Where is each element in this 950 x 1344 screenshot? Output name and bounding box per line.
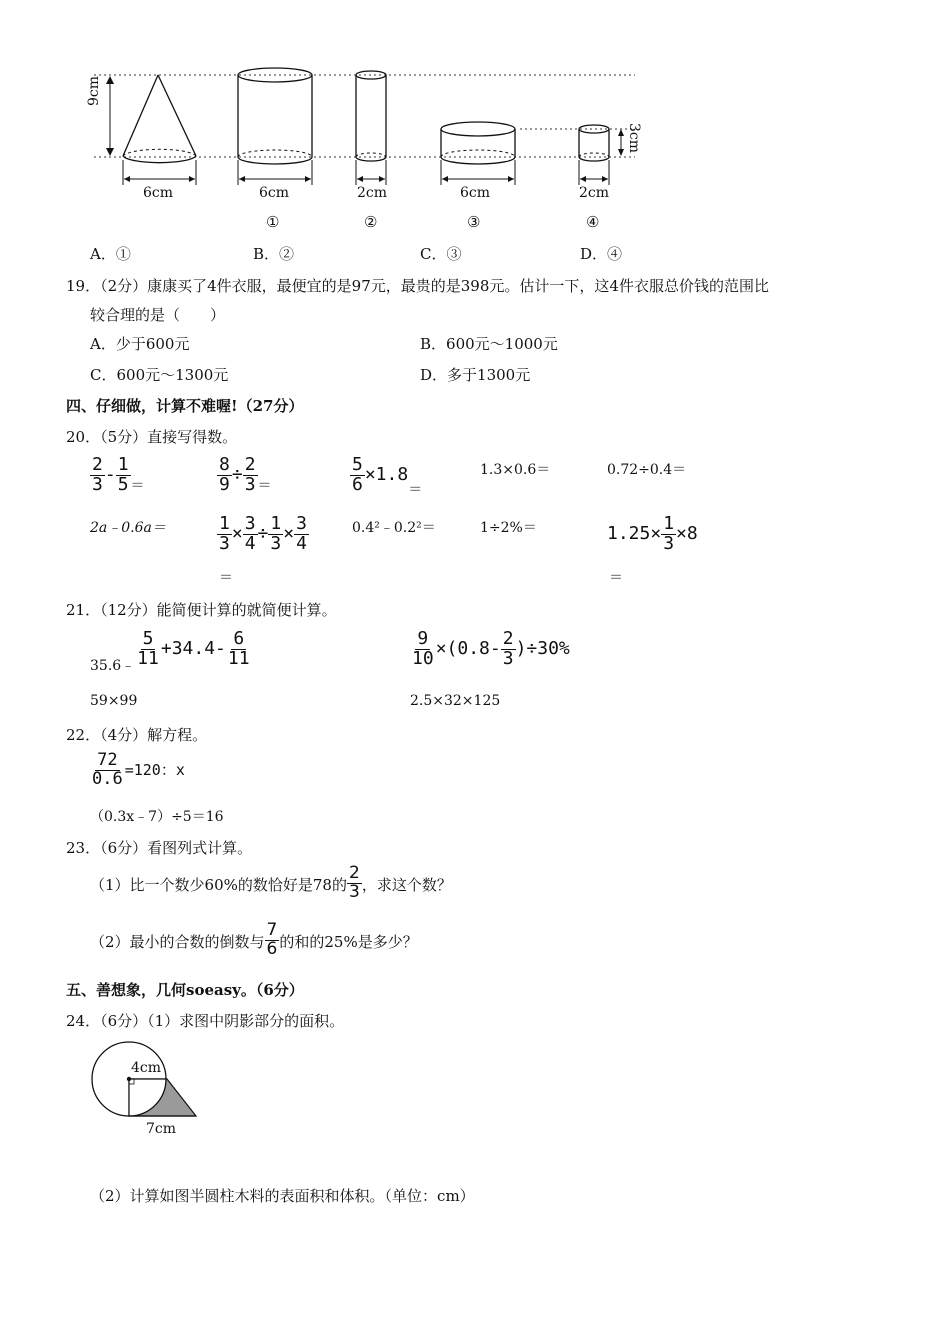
cylinder-2 [356, 71, 386, 161]
cylinder-3 [441, 122, 515, 164]
circle-shaded-figure [86, 1036, 206, 1126]
q24-title: 24．（6分）（1）求图中阴影部分的面积。 [66, 1012, 345, 1030]
shape-number-3: ③ [467, 213, 481, 231]
q23-title: 23．（6分）看图列式计算。 [66, 839, 253, 857]
q19-option-d: D．多于1300元 [420, 366, 531, 384]
shape-number-4: ④ [586, 213, 600, 231]
q20-b: $\frac{8}{9}$ ÷ $\frac{2}{3}$ ＝ [219, 454, 272, 495]
q20-d: 1.3×0.6＝ [480, 462, 551, 478]
q20-i: 1÷2%＝ [480, 520, 537, 536]
width-label-cyl2: 2cm [357, 185, 388, 201]
q18-option-c: C．③ [420, 245, 462, 263]
q21-title: 21．（12分）能简便计算的就简便计算。 [66, 601, 337, 619]
q22-b: （0.3x﹣7）÷5＝16 [90, 809, 224, 825]
cylinder-4 [579, 125, 609, 161]
width-label-cone: 6cm [143, 185, 174, 201]
q22-a: $\frac{72}{0.6}$ =120：x [92, 750, 185, 789]
width-label-cyl1: 6cm [259, 185, 290, 201]
q24-part2: （2）计算如图半圆柱木料的表面积和体积。（单位：cm） [90, 1187, 475, 1205]
q23-part1: （1）比一个数少60%的数恰好是78的 $\frac{2}{3}$ ，求这个数？ [90, 863, 452, 902]
q19-option-a: A．少于600元 [90, 335, 190, 353]
q21-b: $\frac{9}{10}$ ×(0.8- $\frac{2}{3}$ )÷30% [412, 628, 570, 669]
width-label-cyl4: 2cm [579, 185, 610, 201]
cone-shape [123, 75, 196, 163]
q19-text-line1: 19．（2分）康康买了4件衣服，最便宜的是97元，最贵的是398元。估计一下，这4件衣服总价钱的范围比 [66, 277, 769, 295]
q20-c: $\frac{5}{6}$ ×1.8＝ [352, 454, 423, 498]
small-height-label: 3cm [626, 123, 642, 154]
q20-title: 20．（5分）直接写得数。 [66, 428, 238, 446]
q21-c: 59×99 [90, 693, 138, 709]
cylinder-1 [238, 68, 312, 164]
radius-label: 4cm [131, 1060, 162, 1076]
width-label-cyl3: 6cm [460, 185, 491, 201]
height-label: 9cm [86, 75, 102, 106]
q20-e: 0.72÷0.4＝ [607, 462, 687, 478]
base-label: 7cm [146, 1121, 177, 1137]
shape-number-2: ② [364, 213, 378, 231]
q18-option-d: D．④ [580, 245, 623, 263]
q20-g: $\frac{1}{3}$ × $\frac{3}{4}$ ÷ $\frac{1}{3}$ × $\frac{3}{4}$ [219, 513, 307, 554]
q22-title: 22．（4分）解方程。 [66, 726, 208, 744]
q19-option-c: C．600元～1300元 [90, 366, 229, 384]
q21-d: 2.5×32×125 [410, 693, 501, 709]
q21-a: 35.6﹣ $\frac{5}{11}$ +34.4- $\frac{6}{11}$ [90, 628, 250, 674]
width-arrows [123, 160, 609, 185]
q18-option-b: B．② [253, 245, 295, 263]
section-5-heading: 五、善想象，几何soeasy。（6分） [66, 981, 304, 999]
q20-j: 1.25× $\frac{1}{3}$ ×8 [607, 513, 698, 554]
q20-j-equals: ＝ [609, 570, 623, 586]
q18-option-a: A．① [90, 245, 131, 263]
q19-text-line2: 较合理的是（ ） [90, 306, 226, 324]
q20-g-equals: ＝ [219, 570, 233, 586]
q23-part2: （2）最小的合数的倒数与 $\frac{7}{6}$ 的和的25%是多少？ [90, 920, 418, 959]
shape-number-1: ① [266, 213, 280, 231]
q19-option-b: B．600元～1000元 [420, 335, 558, 353]
q20-a: $\frac{2}{3}$ - $\frac{1}{5}$ ＝ [92, 454, 145, 495]
q20-f: 2a﹣0.6a＝ [90, 520, 166, 536]
q20-h: 0.4²﹣0.2²＝ [352, 520, 436, 536]
section-4-heading: 四、仔细做，计算不难喔!（27分） [66, 397, 304, 415]
